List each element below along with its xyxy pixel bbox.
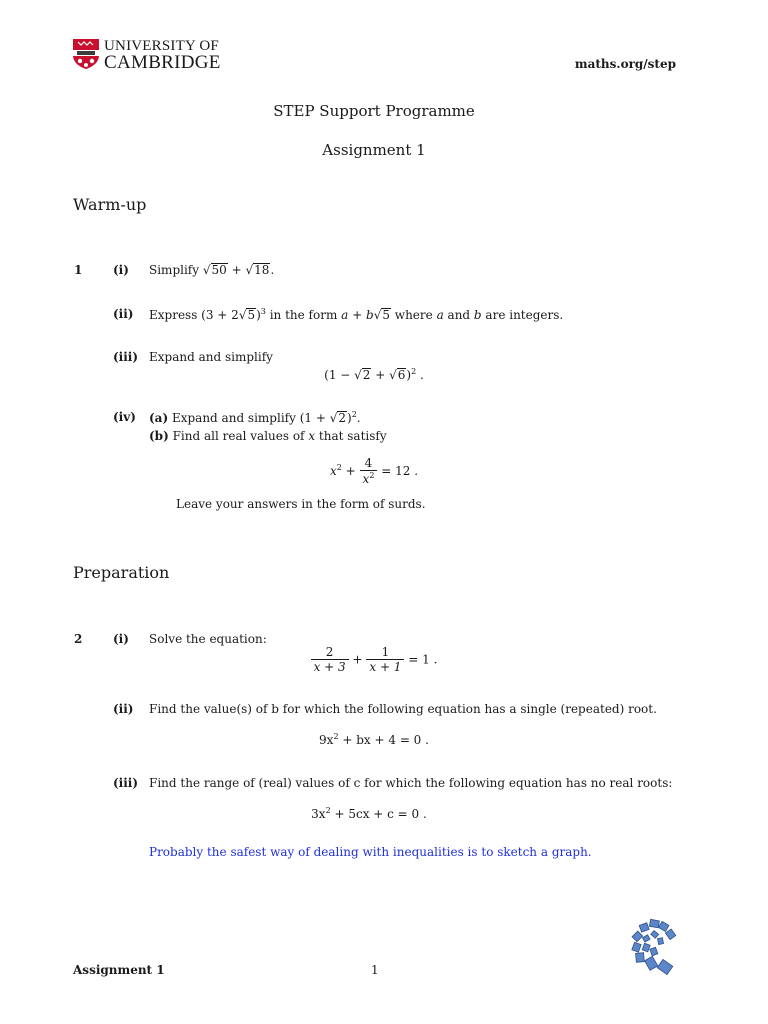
q2-i-frac1-den: x + 3 [313, 660, 346, 675]
q1-i-lead: Simplify [149, 263, 200, 277]
q1-iii-post: ) [406, 368, 412, 382]
logo-line1: UNIVERSITY OF [104, 38, 219, 54]
q2-i-frac1-num: 2 [311, 645, 349, 660]
q1-iv-frac-den: x [362, 472, 370, 487]
part-label: (i) [113, 263, 129, 277]
section-warmup: Warm-up [73, 195, 147, 214]
q2-ii-post: + bx + 4 = 0 . [338, 733, 429, 747]
q1-iii-exp: 2 [411, 367, 417, 376]
assignment-title: Assignment 1 [322, 141, 426, 159]
q1-ii-form-sqrt: 5 [382, 308, 390, 322]
q1-ii-post: in the form [265, 308, 342, 322]
question-number: 2 [74, 632, 83, 646]
q2-i-fraction-1 [311, 645, 349, 675]
part-label: (ii) [113, 307, 134, 321]
q2-hint: Probably the safest way of dealing with inequalities is to sketch a graph. [149, 845, 592, 859]
q1-ii-form-b: b [366, 308, 374, 322]
q1-iv-rhs: = 12 . [381, 463, 419, 478]
q1-iv-a-exp: 2 [351, 410, 357, 419]
q2-i-text: Solve the equation: [149, 632, 267, 646]
q1-ii-text: Express $(3 + 2√5)^3$ in the form a + b√5 where a and b are integers. [149, 307, 564, 322]
q1-iv-frac-num: 4 [360, 456, 378, 471]
q1-iv-b-tail: that satisfy [315, 429, 387, 443]
q1-iii-end: . [416, 368, 424, 382]
q1-ii-form-plus: + [348, 308, 366, 322]
q1-iv-a: (a) Expand and simplify $(1 + √2)^2$. [149, 410, 361, 425]
section-preparation: Preparation [73, 563, 170, 582]
q1-ii-a: a [436, 308, 444, 322]
q1-ii-exp: 3 [260, 307, 266, 316]
university-logo [72, 38, 232, 72]
q1-iv-b-var: x [308, 429, 316, 443]
logo-line2: CAMBRIDGE [104, 52, 221, 73]
footer-assignment: Assignment 1 [73, 963, 165, 977]
q1-iv-fraction [360, 456, 378, 487]
q1-iii-display: $(1 - √2 + √6)^2$ . [324, 367, 424, 382]
q1-iv-a-text: Expand and simplify (1 + [171, 411, 330, 425]
q2-i-fraction-2 [366, 645, 404, 675]
crest-icon [72, 38, 100, 70]
q1-ii-form-a: a [341, 308, 349, 322]
q1-iii-sqrt-a: 2 [362, 368, 371, 382]
q1-ii-end: where [390, 308, 437, 322]
q1-i-sqrt-a: 50 [211, 263, 227, 277]
q2-ii-text: Find the value(s) of b for which the following equation has a single (repeated) root. [149, 702, 657, 716]
q1-iii-text: Expand and simplify [149, 350, 273, 364]
q1-ii-and: and [443, 308, 474, 322]
q1-iv-a-post: ) [347, 411, 352, 425]
q1-note: Leave your answers in the form of surds. [176, 497, 426, 511]
q2-iii-pre: 3x [311, 807, 326, 821]
q1-iv-x: x [329, 463, 337, 478]
q1-i-text: Simplify √50 + √18. [149, 263, 275, 277]
q1-ii-sqrt: 5 [247, 308, 256, 322]
q2-ii-display [149, 732, 599, 747]
q2-i-display [149, 645, 599, 675]
q1-iii-mid: + [371, 368, 390, 382]
question-number: 1 [74, 263, 83, 277]
q1-iv-frac-den-exp: 2 [369, 471, 375, 481]
q1-iv-b-text: Find all real values of [172, 429, 309, 443]
q2-iii-post: + 5cx + c = 0 . [330, 807, 427, 821]
q1-ii-b: b [473, 308, 482, 322]
q2-iii-text: Find the range of (real) values of c for which the following equation has no real roots: [149, 776, 673, 790]
part-label: (ii) [113, 702, 134, 716]
part-label: (iv) [113, 410, 136, 424]
q2-ii-exp: 2 [333, 732, 339, 741]
q2-iii-display [149, 806, 589, 821]
q2-ii-pre: 9x [319, 733, 334, 747]
q1-ii-mid: ) [256, 308, 261, 322]
page-number: 1 [371, 963, 379, 977]
q2-i-frac2-num: 1 [366, 645, 404, 660]
q1-iv-b-label: (b) [149, 429, 169, 443]
q1-i-plus: + [231, 263, 242, 277]
q1-i-sqrt-b: 18 [254, 263, 270, 277]
q1-iv-a-end: . [356, 411, 361, 425]
q1-iv-x-exp: 2 [336, 462, 342, 472]
q1-iv-a-sqrt: 2 [338, 411, 346, 425]
q1-ii-pre: Express (3 + 2 [149, 308, 239, 322]
q1-iv-plus: + [341, 463, 360, 478]
q2-i-frac2-den: x + 1 [369, 660, 402, 675]
programme-title: STEP Support Programme [273, 102, 475, 120]
q1-iv-a-label: (a) [149, 411, 169, 425]
q1-iii-pre: (1 − [324, 368, 355, 382]
q2-iii-exp: 2 [325, 806, 331, 815]
spiral-logo-icon [628, 918, 680, 976]
q2-i-plus: + [348, 652, 367, 667]
q1-iii-sqrt-b: 6 [397, 368, 406, 382]
q1-ii-tail: are integers. [481, 308, 564, 322]
part-label: (iii) [113, 776, 139, 790]
q1-iv-display [149, 456, 599, 487]
part-label: (iii) [113, 350, 139, 364]
site-url[interactable]: maths.org/step [574, 57, 676, 71]
part-label: (i) [113, 632, 129, 646]
q2-i-rhs: = 1 . [404, 652, 438, 667]
q1-iv-b [149, 429, 387, 443]
